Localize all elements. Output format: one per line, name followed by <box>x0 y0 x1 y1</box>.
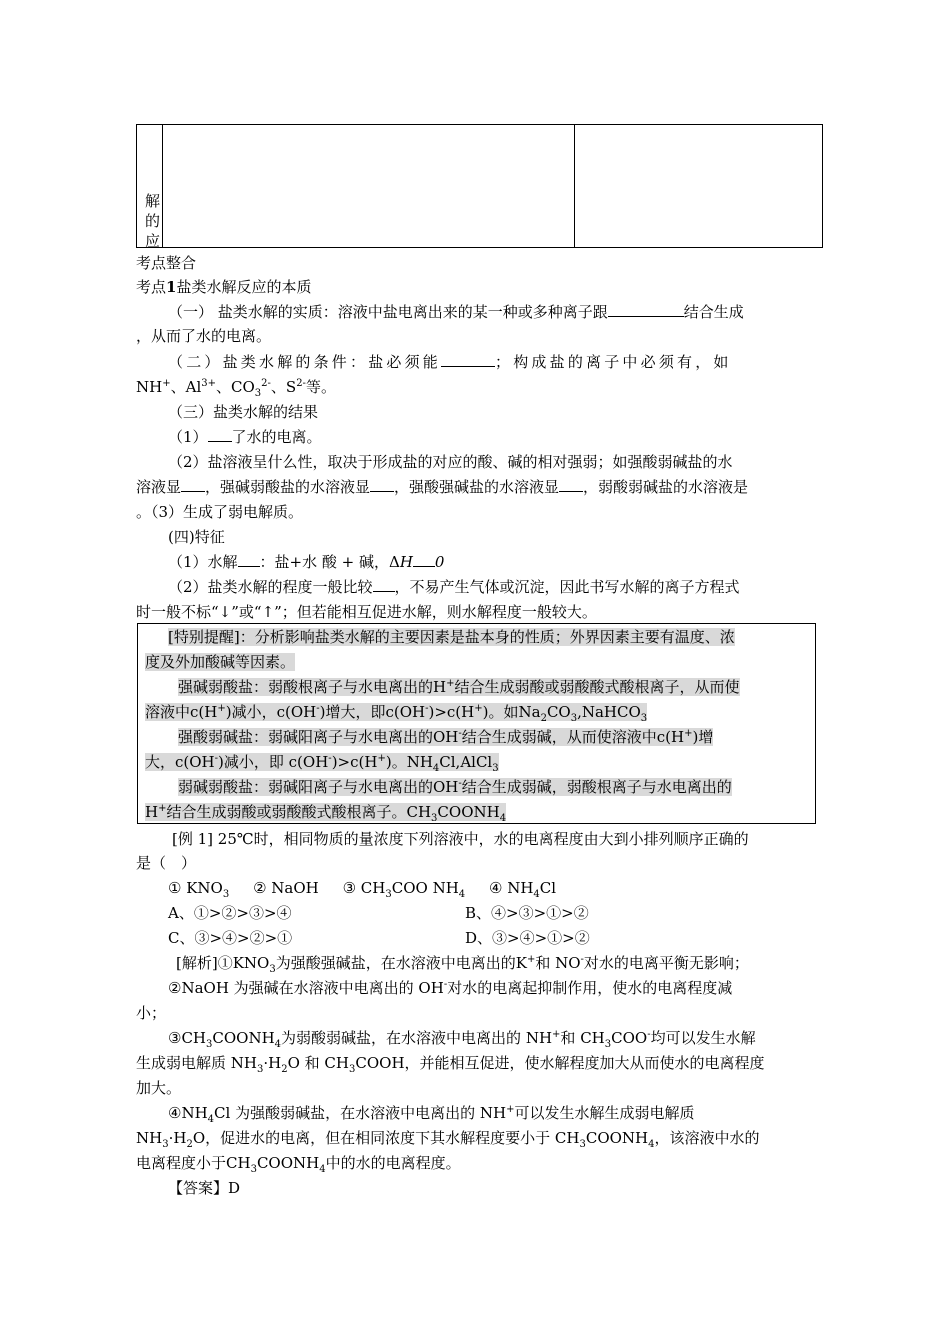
example-question: [例 1] 25℃时，相同物质的量浓度下列溶液中，水的电离程度由大到小排列顺序正确的 <box>172 830 749 848</box>
analysis-4-line3: 电离程度小于$CH_3COONH_4$中的水的电离程度。 <box>136 1154 461 1175</box>
paragraph-8-line2: 时一般不标“↓”或“↑”；但若能相互促进水解，则水解程度一般较大。 <box>136 603 597 621</box>
table-divider <box>574 125 575 247</box>
box-line-1: [特别提醒]：分析影响盐类水解的主要因素是盐本身的性质；外界因素主要有温度、浓 <box>168 628 735 646</box>
answer: 【答案】D <box>168 1179 241 1197</box>
paragraph-7: （1）水解 ：盐+水 酸 + 碱，ΔH 0 <box>168 553 445 571</box>
option-c: C、③>④>②>① <box>168 929 293 947</box>
paragraph-2: （二）盐类水解的条件：盐必须能 ；构成盐的离子中必须有，如 <box>168 353 732 371</box>
box-line-3: 强碱弱酸盐：弱酸根离子与水电离出的H+结合生成弱酸或弱酸酸式酸根离子，从而使 <box>178 678 740 696</box>
option-a: A、①>②>③>④ <box>168 904 292 922</box>
analysis-3-line2: 生成弱电解质 $NH_3\cdot H_2O$ 和 $CH_3COOH$，并能相互促进，使水解程度加大从而使水的电离程度 <box>136 1054 765 1075</box>
paragraph-2-line2: NH+、$Al^{3+}$、$CO_3^{2-}$、$S^{2-}$等。 <box>136 378 336 399</box>
paragraph-1-line2: ，从而了水的电离。 <box>136 327 272 345</box>
box-line-8: H+结合生成弱酸或弱酸酸式酸根离子。$CH_3COONH_4$ <box>145 803 507 824</box>
analysis-1: [解析]$①KNO_3$为强酸强碱盐，在水溶液中电离出的K+和 NO-对水的电离平衡无影响； <box>176 954 749 975</box>
option-d: D、③>④>①>② <box>465 929 590 947</box>
box-line-7: 弱碱弱酸盐：弱碱阳离子与水电离出的OH-结合生成弱碱，弱酸根离子与水电离出的 <box>178 778 732 796</box>
analysis-3: $③CH_3COONH_4$为弱酸弱碱盐，在水溶液中电离出的 NH+和 $CH_3COO^-$均可以发生水解 <box>168 1029 756 1050</box>
analysis-4: $④NH_4Cl$ 为强酸弱碱盐，在水溶液中电离出的 NH+可以发生水解生成弱电解质 <box>168 1104 695 1125</box>
paragraph-4: （1） 了水的电离。 <box>168 428 322 446</box>
paragraph-6: (四)特征 <box>168 528 225 546</box>
paragraph-3: （三）盐类水解的结果 <box>168 403 319 421</box>
analysis-3-line3: 加大。 <box>136 1079 182 1097</box>
paragraph-1: （一） 盐类水解的实质：溶液中盐电离出来的某一种或多种离子跟 结合生成 <box>168 303 744 321</box>
paragraph-8: （2）盐类水解的程度一般比较 ，不易产生气体或沉淀，因此书写水解的离子方程式 <box>168 578 740 596</box>
top-table <box>136 124 823 248</box>
paragraph-5-line2: 溶液显 ，强碱弱酸盐的水溶液显 ，强酸强碱盐的水溶液显 ，弱酸弱碱盐的水溶液是 <box>136 478 749 496</box>
paragraph-5: （2）盐溶液呈什么性，取决于形成盐的对应的酸、碱的相对强弱；如强酸弱碱盐的水 <box>168 453 733 471</box>
analysis-2: ②NaOH 为强碱在水溶液中电离出的 OH-对水的电离起抑制作用，使水的电离程度减 <box>168 979 733 997</box>
table-left-cell <box>137 125 163 247</box>
section-title: 考点1盐类水解反应的本质 <box>136 278 312 296</box>
analysis-4-line2: $NH_3\cdot H_2O$，促进水的电离，但在相同浓度下其水解程度要小于 $CH_3COONH_4$，该溶液中水的 <box>136 1129 760 1150</box>
paragraph-5-line3: 。（3）生成了弱电解质。 <box>136 503 304 521</box>
box-line-4: 溶液中c(H+)减小，c(OH-)增大，即c(OH-)>c(H+)。如$Na_2CO_3,NaHCO_3$ <box>145 703 648 724</box>
box-line-2: 度及外加酸碱等因素。 <box>145 653 296 671</box>
box-line-5: 强酸弱碱盐：弱碱阳离子与水电离出的OH-结合生成弱碱，从而使溶液中c(H+)增 <box>178 728 714 746</box>
option-b: B、④>③>①>② <box>465 904 589 922</box>
example-question-line2: 是（ ） <box>136 854 197 872</box>
heading: 考点整合 <box>136 254 197 272</box>
example-compounds: ① $KNO_3$ ② NaOH ③ $CH_3COO$ $NH_4$ ④ $NH_4Cl$ <box>168 879 557 900</box>
vertical-text: 解的应 <box>145 192 161 247</box>
analysis-2-line2: 小； <box>136 1004 167 1022</box>
box-line-6: 大，c(OH-)减小，即 c(OH-)>c(H+)。$NH_4Cl,AlCl_3$ <box>145 753 499 774</box>
